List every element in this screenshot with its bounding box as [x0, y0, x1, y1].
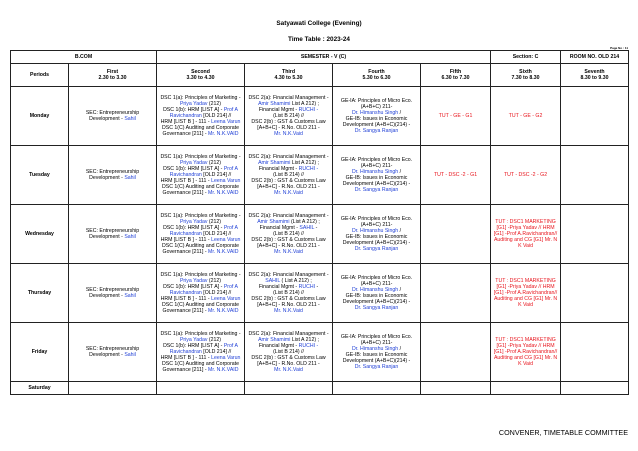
empty-cell: [157, 382, 245, 395]
day-row-friday: [11, 323, 629, 382]
period-name: Second: [191, 69, 210, 75]
separator-text: /: [399, 110, 402, 116]
dsc1-cell: [157, 205, 245, 264]
dsc2-cell: [245, 323, 333, 382]
dsc2b-text: DSC 2(b) : GST & Customs Law [A+B+C] - R.No. OLD 211 -: [251, 296, 326, 308]
sec-text: SEC: Entrepreneurship Development -: [85, 110, 140, 122]
dsc2a-text: DSC 2(a): Financial Management -: [248, 272, 329, 278]
dsc1a-text: DSC 1(a): Principles of Marketing -: [160, 95, 241, 101]
room-text: [OLD 214] //: [203, 231, 232, 237]
dsc2-cell: DSC 2(a): Financial Management - SAHIL ( List A 212) ; Financial Mgmt - RUCHI - (List B 214) // DSC 2(b) : GST & Customs Law [A+B+C] - R.No. OLD 211 - Mr. N.K.Vaid: [245, 264, 333, 323]
period-time: 8.30 to 9.30: [580, 75, 609, 81]
empty-cell: [245, 382, 333, 395]
period-name: Sixth: [519, 69, 532, 75]
teacher-name: Leena Varun: [211, 355, 241, 361]
sec-cell: [69, 87, 157, 146]
teacher-name: Leena Varun: [211, 119, 241, 125]
teacher-name: Sahil: [124, 175, 136, 181]
teacher-name: Mr. N.K.VAID: [208, 308, 239, 314]
teacher-name: Prof A Ravichandran: [169, 284, 238, 296]
ge-cell: [333, 205, 421, 264]
period-header-5: [421, 64, 491, 87]
periods-row: [11, 64, 629, 87]
empty-cell: [561, 382, 629, 395]
teacher-name: Mr. N.K.Vaid: [274, 190, 303, 196]
tut-marketing-cell: TUT : DSC1 MARKETING [G1] -Priya Yadav // HRM [G1] -Prof A.Ravichandran// Auditing and CG [G1] Mr. N K Vaid: [491, 264, 561, 323]
empty-cell: [421, 205, 491, 264]
teacher-name: Priya Yadav: [179, 278, 208, 284]
period-header-1: [69, 64, 157, 87]
day-row-saturday: [11, 382, 629, 395]
timetable-grid: [10, 50, 629, 395]
teacher-name: Priya Yadav: [179, 160, 208, 166]
teacher-name: Prof A Ravichandran: [169, 225, 238, 237]
empty-cell: [421, 323, 491, 382]
teacher-name: Mr. N.K.VAID: [208, 249, 239, 255]
dsc1-cell: [157, 264, 245, 323]
room-text: (212): [208, 278, 222, 284]
empty-cell: [491, 382, 561, 395]
teacher-name: Priya Yadav: [179, 101, 208, 107]
teacher-name: RUCHI -: [298, 166, 319, 172]
teacher-name: Priya Yadav: [179, 219, 208, 225]
period-time: 4.30 to 5.30: [274, 75, 303, 81]
dsc2b-text: DSC 2(b) : GST & Customs Law [A+B+C] - R.No. OLD 211 -: [251, 355, 326, 367]
teacher-name: Sahil: [124, 352, 136, 358]
dsc2a-text: DSC 2(a): Financial Management -: [248, 154, 329, 160]
room-text: [OLD 214] //: [203, 349, 232, 355]
dsc2b-text: DSC 2(b) : GST & Customs Law [A+B+C] - R.No. OLD 211 -: [251, 237, 326, 249]
period-header-3: [245, 64, 333, 87]
day-label: Friday: [11, 323, 69, 382]
day-row-wednesday: [11, 205, 629, 264]
teacher-name: Amir Shamimi: [258, 160, 291, 166]
period-time: 7.30 to 8.30: [511, 75, 540, 81]
teacher-name: Sahil: [124, 293, 136, 299]
teacher-name: Mr. N.K.Vaid: [274, 131, 303, 137]
teacher-name: Mr. N.K.Vaid: [274, 249, 303, 255]
ge1a-text: GE-IA: Principles of Micro Eco. (A+B+C) 211-: [340, 334, 413, 346]
dsc2-cell: [245, 146, 333, 205]
teacher-name: Leena Varun: [211, 296, 241, 302]
dsc1c-text: DSC 1(C) Auditing and Corporate Governance [211] -: [162, 243, 240, 255]
dsc1c-text: DSC 1(C) Auditing and Corporate Governance [211] -: [162, 361, 240, 373]
separator-text: /: [399, 228, 402, 234]
day-label: Monday: [11, 87, 69, 146]
room-text: (List B 214) //: [273, 290, 304, 296]
empty-cell: [561, 146, 629, 205]
dsc1c-text: DSC 1(C) Auditing and Corporate Governance [211] -: [162, 184, 240, 196]
room-cell: ROOM NO. OLD 214: [561, 51, 629, 64]
teacher-name: Prof A Ravichandran: [169, 107, 238, 119]
ge1b-text: GE-IB: Issues in Economic Development (A+B+C)(214) -: [342, 293, 411, 305]
room-text: [OLD 214] //: [203, 113, 232, 119]
dsc2b-text: DSC 2(b) : GST & Customs Law [A+B+C] - R.No. OLD 211 -: [251, 178, 326, 190]
room-text: (List B 214) //: [273, 349, 304, 355]
room-text: (List A 212) ;: [290, 219, 320, 225]
teacher-name: Dr. Sangya Ranjan: [354, 246, 399, 252]
empty-cell: [333, 382, 421, 395]
period-time: 6.30 to 7.30: [441, 75, 470, 81]
dsc1a-text: DSC 1(a): Principles of Marketing -: [160, 331, 241, 337]
teacher-name: Mr. N.K.VAID: [208, 367, 239, 373]
fm-text: Financial Mgmt -: [258, 284, 298, 290]
dsc2a-text: DSC 2(a): Financial Management -: [248, 95, 329, 101]
room-text: (212): [208, 219, 222, 225]
ge-cell: [333, 146, 421, 205]
college-title: Satyawati College (Evening): [276, 20, 362, 27]
band-row: [11, 51, 629, 64]
dsc2a-text: DSC 2(a): Financial Management -: [248, 331, 329, 337]
section-cell: Section: C: [491, 51, 561, 64]
sec-text: SEC: Entrepreneurship Development -: [85, 346, 140, 358]
teacher-name: Dr. Sangya Ranjan: [354, 128, 399, 134]
period-header-2: [157, 64, 245, 87]
tut-marketing-cell: TUT : DSC1 MARKETING [G1] -Priya Yadav // HRM [G1] -Prof A.Ravichandran// Auditing and CG [G1] Mr. N K Vaid: [491, 323, 561, 382]
period-time: 3.30 to 4.30: [186, 75, 215, 81]
sec-text: SEC: Entrepreneurship Development -: [85, 287, 140, 299]
teacher-name: Amir Shamimi: [258, 101, 291, 107]
period-name: Third: [282, 69, 295, 75]
day-label: Thursday: [11, 264, 69, 323]
room-text: ( List A 212) ;: [281, 278, 312, 284]
dsc2a-text: DSC 2(a): Financial Management -: [248, 213, 329, 219]
period-name: Fourth: [368, 69, 385, 75]
teacher-name: Dr. Sangya Ranjan: [354, 305, 399, 311]
teacher-name: SAHIL: [299, 225, 315, 231]
dsc1b-text: DSC 1(b): HRM [LIST A] -: [163, 284, 223, 290]
fm-text: Financial Mgmt -: [258, 107, 298, 113]
separator-text: /: [399, 287, 402, 293]
room-text: (List B 214) //: [273, 113, 304, 119]
day-label: Wednesday: [11, 205, 69, 264]
periods-label: Periods: [11, 64, 69, 87]
empty-cell: [421, 382, 491, 395]
dsc1b-text: DSC 1(b): HRM [LIST A] -: [163, 166, 223, 172]
dsc1a-text: DSC 1(a): Principles of Marketing -: [160, 154, 241, 160]
period-time: 2.30 to 3.30: [98, 75, 127, 81]
ge-cell: [333, 264, 421, 323]
dsc1a-text: DSC 1(a): Principles of Marketing -: [160, 213, 241, 219]
sec-text: SEC: Entrepreneurship Development -: [85, 228, 140, 240]
teacher-name: Leena Varun: [211, 237, 241, 243]
period-name: Fifth: [449, 69, 462, 75]
dsc1-cell: [157, 323, 245, 382]
empty-cell: [561, 87, 629, 146]
room-text: [OLD 214] //: [203, 290, 232, 296]
room-text: [OLD 214] //: [203, 172, 232, 178]
teacher-name: SAHIL: [265, 278, 281, 284]
ge-cell: [333, 323, 421, 382]
sec-cell: [69, 205, 157, 264]
period-name: Seventh: [584, 69, 605, 75]
teacher-name: Sahil: [124, 116, 136, 122]
room-text: (List B 214) //: [273, 172, 304, 178]
ge1b-text: GE-IB: Issues in Economic Development (A+B+C)(214) -: [342, 116, 411, 128]
teacher-name: RUCHI -: [298, 343, 319, 349]
day-row-monday: [11, 87, 629, 146]
hrm-b-text: HRM [LIST B ] - 111 -: [160, 119, 210, 125]
room-text: (List B 214) //: [273, 231, 304, 237]
teacher-name: Prof A Ravichandran: [169, 166, 238, 178]
teacher-name: Amir Shamimi: [258, 337, 291, 343]
teacher-name: Mr. N.K.Vaid: [274, 367, 303, 373]
teacher-name: Dr. Sangya Ranjan: [354, 187, 399, 193]
ge-cell: [333, 87, 421, 146]
day-label: Tuesday: [11, 146, 69, 205]
dsc1-cell: [157, 87, 245, 146]
tut-cell: TUT - GE - G2: [491, 87, 561, 146]
empty-cell: [561, 264, 629, 323]
ge1b-text: GE-IB: Issues in Economic Development (A+B+C)(214) -: [342, 352, 411, 364]
teacher-name: RUCHI: [298, 284, 316, 290]
teacher-name: Dr. Himanshu Singh: [351, 169, 399, 175]
teacher-name: Mr. N.K.VAID: [208, 131, 239, 137]
teacher-name: Dr. Himanshu Singh: [351, 110, 399, 116]
ge1a-text: GE-IA: Principles of Micro Eco. (A+B+C) 211-: [340, 98, 413, 110]
teacher-name: Prof A Ravichandran: [169, 343, 238, 355]
teacher-name: Dr. Sangya Ranjan: [354, 364, 399, 370]
tut-cell: TUT - GE - G1: [421, 87, 491, 146]
hrm-b-text: HRM [LIST B ] - 111 -: [160, 237, 210, 243]
teacher-name: Mr. N.K.Vaid: [274, 308, 303, 314]
period-time: 5.30 to 6.30: [362, 75, 391, 81]
room-text: List A 212) ;: [291, 101, 319, 107]
empty-cell: [421, 264, 491, 323]
day-row-tuesday: [11, 146, 629, 205]
empty-cell: [561, 205, 629, 264]
room-text: (212): [208, 160, 222, 166]
dsc1b-text: DSC 1(b): HRM [LIST A] -: [163, 107, 223, 113]
ge1b-text: GE-IB: Issues in Economic Development (A+B+C)(214) -: [342, 234, 411, 246]
teacher-name: Leena Varun: [211, 178, 241, 184]
sec-cell: [69, 264, 157, 323]
day-row-thursday: [11, 264, 629, 323]
hrm-b-text: HRM [LIST B ] - 111 -: [160, 178, 210, 184]
teacher-name: Dr. Himanshu Singh: [351, 287, 399, 293]
separator-text: /: [399, 169, 402, 175]
sec-cell: [69, 146, 157, 205]
ge1a-text: GE-IA: Principles of Micro Eco. (A+B+C) 211-: [340, 157, 413, 169]
ge1b-text: GE-IB: Issues in Economic Development (A+B+C)(214) -: [342, 175, 411, 187]
period-name: First: [106, 69, 119, 75]
timetable-title: Time Table : 2023-24: [288, 36, 350, 43]
room-text: (212): [208, 101, 222, 107]
dsc1c-text: DSC 1(C) Auditing and Corporate Governance [211] -: [162, 125, 240, 137]
teacher-name: Priya Yadav: [179, 337, 208, 343]
semester-cell: SEMESTER - V (C): [157, 51, 491, 64]
tut-marketing-cell: TUT : DSC1 MARKETING [G1] -Priya Yadav // HRM [G1] -Prof A.Ravichandran// Auditing and CG [G1] Mr. N K Vaid: [491, 205, 561, 264]
course-cell: B.COM: [11, 51, 157, 64]
tut-cell: TUT - DSC -2 - G1: [421, 146, 491, 205]
tut-cell: TUT - DSC -2 - G2: [491, 146, 561, 205]
day-label: Saturday: [11, 382, 69, 395]
hrm-b-text: HRM [LIST B ] - 111 -: [160, 296, 210, 302]
dsc1b-text: DSC 1(b): HRM [LIST A] -: [163, 343, 223, 349]
teacher-name: Dr. Himanshu Singh: [351, 346, 399, 352]
dsc2-cell: DSC 2(a): Financial Management - Amir Shamimi (List A 212) ; Financial Mgmt - SAHIL - (List B 214) // DSC 2(b) : GST & Customs Law [A+B+C] - R.No. OLD 211 - Mr. N.K.Vaid: [245, 205, 333, 264]
separator-text: /: [399, 346, 402, 352]
dsc1-cell: [157, 146, 245, 205]
ge1a-text: GE-IA: Principles of Micro Eco. (A+B+C) 211-: [340, 275, 413, 287]
hrm-b-text: HRM [LIST B ] - 111 -: [160, 355, 210, 361]
fm-text: Financial Mgmt -: [258, 343, 298, 349]
period-header-6: [491, 64, 561, 87]
period-header-7: [561, 64, 629, 87]
fm-text: Financial Mgmt -: [259, 225, 298, 231]
teacher-name: Mr. N.K.VAID: [208, 190, 239, 196]
convener-signature: CONVENER, TIMETABLE COMMITTEE: [498, 428, 628, 437]
dsc1a-text: DSC 1(a): Principles of Marketing -: [160, 272, 241, 278]
sec-text: SEC: Entrepreneurship Development -: [85, 169, 140, 181]
teacher-name: RUCHI -: [298, 107, 319, 113]
page-number: Page No : 11: [610, 46, 628, 50]
empty-cell: [69, 382, 157, 395]
teacher-name: Amir Shamimi: [257, 219, 290, 225]
room-text: (212): [208, 337, 222, 343]
teacher-name: Dr. Himanshu Singh: [351, 228, 399, 234]
dsc1c-text: DSC 1(C) Auditing and Corporate Governance [211] -: [162, 302, 240, 314]
sec-cell: [69, 323, 157, 382]
room-text: List A 212) ;: [291, 337, 319, 343]
dsc2-cell: [245, 87, 333, 146]
room-text: List A 212) ;: [291, 160, 319, 166]
teacher-name: Sahil: [124, 234, 136, 240]
period-header-4: [333, 64, 421, 87]
fm-text: Financial Mgmt -: [258, 166, 298, 172]
dsc2b-text: DSC 2(b) : GST & Customs Law [A+B+C] - R.No. OLD 211 -: [251, 119, 326, 131]
ge1a-text: GE-IA: Principles of Micro Eco. (A+B+C) 211-: [340, 216, 413, 228]
empty-cell: [561, 323, 629, 382]
dsc1b-text: DSC 1(b): HRM [LIST A] -: [163, 225, 223, 231]
